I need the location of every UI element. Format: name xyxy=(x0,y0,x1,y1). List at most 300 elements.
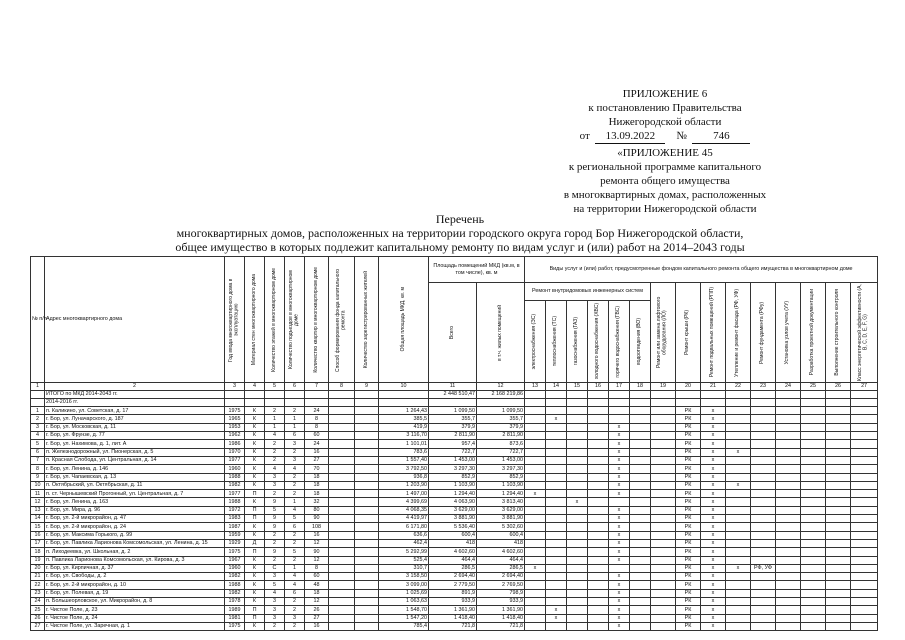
row-area-all: 379,9 xyxy=(429,423,477,431)
row-address: г. Бор, ул. Полевая, д. 19 xyxy=(45,589,225,597)
row-number: 8 xyxy=(31,465,45,473)
col-header-area-living: в т.ч. жилых помещений xyxy=(496,304,503,361)
row-wall: П xyxy=(245,614,265,622)
work-cell xyxy=(546,531,567,539)
work-cell: РК xyxy=(676,581,701,589)
row-area-living: 721,8 xyxy=(477,622,525,630)
work-cell: РК xyxy=(676,589,701,597)
work-cell xyxy=(726,473,751,481)
work-cell xyxy=(751,432,776,440)
row-entrances: 2 xyxy=(285,622,305,630)
work-cell xyxy=(801,440,826,448)
row-total-area: 1 547,20 xyxy=(379,614,429,622)
work-cell xyxy=(546,423,567,431)
row-address: п. ст. Чернышевский Прогонный, ул. Центральная, д. 7 xyxy=(45,490,225,498)
row-cap-method xyxy=(329,473,355,481)
row-floors: 3 xyxy=(265,481,285,489)
work-cell xyxy=(588,515,609,523)
work-cell: х xyxy=(546,606,567,614)
from-label: от xyxy=(579,130,590,142)
row-total-area: 1 203,90 xyxy=(379,481,429,489)
work-cell xyxy=(546,564,567,572)
work-cell xyxy=(525,598,546,606)
row-total-area: 310,7 xyxy=(379,564,429,572)
row-area-living: 3 813,40 xyxy=(477,498,525,506)
work-cell xyxy=(630,523,651,531)
work-cell xyxy=(751,548,776,556)
table-row xyxy=(31,589,878,597)
row-residents xyxy=(355,539,379,547)
column-number: 20 xyxy=(676,383,701,391)
decree-date: 13.09.2022 xyxy=(595,129,665,144)
row-flats: 16 xyxy=(305,622,329,630)
row-address: п. Павлика Ларионова Комсомольская, ул. Кирова, д. 3 xyxy=(45,556,225,564)
column-number: 21 xyxy=(701,383,726,391)
row-entrances: 4 xyxy=(285,506,305,514)
row-wall: К xyxy=(245,407,265,415)
work-cell xyxy=(651,432,676,440)
work-cell xyxy=(651,415,676,423)
row-flats: 108 xyxy=(305,523,329,531)
column-number: 9 xyxy=(355,383,379,391)
work-cell xyxy=(567,589,588,597)
work-cell xyxy=(525,415,546,423)
row-wall: К xyxy=(245,556,265,564)
work-cell: РК xyxy=(676,506,701,514)
work-cell xyxy=(525,531,546,539)
work-cell xyxy=(751,490,776,498)
row-entrances: 6 xyxy=(285,432,305,440)
work-cell xyxy=(651,581,676,589)
work-cell xyxy=(588,473,609,481)
row-total-area: 936,8 xyxy=(379,473,429,481)
row-floors: 9 xyxy=(265,498,285,506)
table-row xyxy=(31,473,878,481)
work-cell xyxy=(801,515,826,523)
work-cell xyxy=(776,506,801,514)
row-area-all: 1 418,40 xyxy=(429,614,477,622)
work-cell xyxy=(851,481,878,489)
row-area-living: 873,6 xyxy=(477,440,525,448)
row-area-all: 3 629,00 xyxy=(429,506,477,514)
row-total-area: 636,6 xyxy=(379,531,429,539)
work-cell xyxy=(525,498,546,506)
row-wall: К xyxy=(245,581,265,589)
work-cell xyxy=(567,440,588,448)
work-cell: х xyxy=(567,498,588,506)
work-cell xyxy=(851,490,878,498)
work-cell xyxy=(801,506,826,514)
row-flats: 27 xyxy=(305,456,329,464)
work-cell xyxy=(751,531,776,539)
work-cell xyxy=(826,622,851,630)
work-cell: РК xyxy=(676,415,701,423)
work-cell xyxy=(776,614,801,622)
work-cell: х xyxy=(609,432,630,440)
work-cell xyxy=(776,622,801,630)
row-flats: 70 xyxy=(305,465,329,473)
row-flats: 80 xyxy=(305,506,329,514)
work-cell xyxy=(588,506,609,514)
work-cell xyxy=(546,432,567,440)
col-header-basement: Ремонт подвальных помещений (РПП) xyxy=(709,287,716,378)
row-year: 1988 xyxy=(225,581,245,589)
row-cap-method xyxy=(329,440,355,448)
work-cell xyxy=(609,407,630,415)
table-row xyxy=(31,515,878,523)
work-cell xyxy=(567,606,588,614)
work-cell xyxy=(525,573,546,581)
work-cell: РК xyxy=(676,473,701,481)
work-cell: РК xyxy=(676,515,701,523)
header-appendix-6 xyxy=(520,87,810,144)
work-cell xyxy=(525,606,546,614)
work-cell xyxy=(801,556,826,564)
row-floors: 1 xyxy=(265,423,285,431)
work-cell xyxy=(546,448,567,456)
work-cell xyxy=(525,440,546,448)
work-cell: х xyxy=(701,573,726,581)
work-cell xyxy=(726,548,751,556)
work-cell xyxy=(826,448,851,456)
row-address: г. Бор, ул. Московская, д. 11 xyxy=(45,423,225,431)
summary-label: ИТОГО по МКД 2014-2043 гг. xyxy=(45,390,225,398)
row-entrances: 4 xyxy=(285,465,305,473)
row-wall: П xyxy=(245,490,265,498)
work-cell xyxy=(588,440,609,448)
row-entrances: 2 xyxy=(285,473,305,481)
work-cell: РК xyxy=(676,456,701,464)
work-cell: х xyxy=(609,548,630,556)
col-header-area-group: Площадь помещений МКД (кв.м, в том числе), кв. м xyxy=(429,257,525,283)
row-year: 1977 xyxy=(225,490,245,498)
work-cell xyxy=(801,523,826,531)
row-cap-method xyxy=(329,531,355,539)
work-cell: РК xyxy=(676,448,701,456)
work-cell xyxy=(588,456,609,464)
work-cell xyxy=(751,515,776,523)
row-wall: К xyxy=(245,564,265,572)
work-cell xyxy=(751,423,776,431)
work-cell xyxy=(525,614,546,622)
work-cell xyxy=(630,556,651,564)
row-cap-method xyxy=(329,539,355,547)
work-cell: х xyxy=(701,407,726,415)
row-floors: 3 xyxy=(265,614,285,622)
col-header-residents: Количество зарегистрированных жителей xyxy=(362,270,369,369)
row-flats: 48 xyxy=(305,581,329,589)
row-year: 1982 xyxy=(225,589,245,597)
row-entrances: 5 xyxy=(285,515,305,523)
work-cell: х xyxy=(609,490,630,498)
row-number: 26 xyxy=(31,614,45,622)
row-flats: 8 xyxy=(305,423,329,431)
work-cell xyxy=(801,473,826,481)
row-cap-method xyxy=(329,423,355,431)
row-cap-method xyxy=(329,407,355,415)
row-total-area: 3 158,50 xyxy=(379,573,429,581)
row-cap-method xyxy=(329,598,355,606)
row-area-all: 722,7 xyxy=(429,448,477,456)
row-area-all: 1 294,40 xyxy=(429,490,477,498)
work-cell xyxy=(525,448,546,456)
row-cap-method xyxy=(329,581,355,589)
row-residents xyxy=(355,548,379,556)
row-wall: П xyxy=(245,606,265,614)
work-cell xyxy=(567,490,588,498)
work-cell xyxy=(567,573,588,581)
row-flats: 60 xyxy=(305,573,329,581)
row-address: г. Бор, ул. Чапаевская, д. 13 xyxy=(45,473,225,481)
work-cell xyxy=(609,498,630,506)
row-total-area: 3 792,50 xyxy=(379,465,429,473)
work-cell xyxy=(851,456,878,464)
work-cell xyxy=(651,481,676,489)
row-total-area: 5 292,99 xyxy=(379,548,429,556)
work-cell xyxy=(851,564,878,572)
work-cell xyxy=(726,531,751,539)
work-cell xyxy=(546,573,567,581)
row-floors: 5 xyxy=(265,581,285,589)
header-line: Нижегородской области xyxy=(608,116,722,128)
row-number: 6 xyxy=(31,448,45,456)
row-address: г. Бор, ул. 2-й микрорайон, д. 10 xyxy=(45,581,225,589)
work-cell xyxy=(776,456,801,464)
row-area-all: 418 xyxy=(429,539,477,547)
row-area-all: 4 602,60 xyxy=(429,548,477,556)
row-cap-method xyxy=(329,415,355,423)
work-cell xyxy=(751,598,776,606)
work-cell xyxy=(588,573,609,581)
row-flats: 32 xyxy=(305,498,329,506)
row-cap-method xyxy=(329,481,355,489)
work-cell xyxy=(851,498,878,506)
row-total-area: 1 025,69 xyxy=(379,589,429,597)
row-floors: 2 xyxy=(265,556,285,564)
work-cell xyxy=(525,407,546,415)
work-cell xyxy=(546,622,567,630)
header-line: к постановлению Правительства xyxy=(588,102,742,114)
row-area-all: 3 297,30 xyxy=(429,465,477,473)
work-cell xyxy=(567,564,588,572)
work-cell: РК xyxy=(676,407,701,415)
row-year: 1965 xyxy=(225,415,245,423)
row-number: 4 xyxy=(31,432,45,440)
row-year: 1929 xyxy=(225,539,245,547)
row-number: 10 xyxy=(31,481,45,489)
work-cell xyxy=(726,598,751,606)
work-cell xyxy=(588,581,609,589)
row-wall: К xyxy=(245,523,265,531)
work-cell: РК xyxy=(676,539,701,547)
row-total-area: 4 068,35 xyxy=(379,506,429,514)
row-flats: 18 xyxy=(305,589,329,597)
row-number: 22 xyxy=(31,581,45,589)
work-cell: х xyxy=(726,448,751,456)
row-flats: 8 xyxy=(305,564,329,572)
work-cell: х xyxy=(609,531,630,539)
row-number: 20 xyxy=(31,564,45,572)
row-cap-method xyxy=(329,564,355,572)
work-cell xyxy=(776,531,801,539)
row-total-area: 1 548,70 xyxy=(379,606,429,614)
row-number: 11 xyxy=(31,490,45,498)
work-cell: х xyxy=(609,448,630,456)
work-cell: х xyxy=(701,614,726,622)
row-number: 27 xyxy=(31,622,45,630)
row-area-all: 957,4 xyxy=(429,440,477,448)
work-cell: х xyxy=(609,581,630,589)
work-cell xyxy=(588,556,609,564)
work-cell xyxy=(776,440,801,448)
table-row xyxy=(31,531,878,539)
row-year: 1972 xyxy=(225,506,245,514)
work-cell xyxy=(630,539,651,547)
row-cap-method xyxy=(329,606,355,614)
row-flats: 12 xyxy=(305,556,329,564)
table-row xyxy=(31,415,878,423)
work-cell xyxy=(546,589,567,597)
work-cell xyxy=(726,440,751,448)
row-floors: 2 xyxy=(265,456,285,464)
work-cell xyxy=(751,481,776,489)
col-header-works-group: Виды услуг и (или) работ, предусмотренные фондом капитального ремонта общего имущества в многоквартирном доме xyxy=(525,257,878,283)
row-total-area: 785,4 xyxy=(379,622,429,630)
work-cell xyxy=(651,440,676,448)
row-number: 2 xyxy=(31,415,45,423)
work-cell xyxy=(651,515,676,523)
work-cell xyxy=(567,515,588,523)
row-address: г. Бор, ул. Нахимова, д. 1, лит. А xyxy=(45,440,225,448)
row-address: п. Лиходеевка, ул. Школьная, д. 2 xyxy=(45,548,225,556)
work-cell xyxy=(776,515,801,523)
work-cell xyxy=(567,407,588,415)
table-row xyxy=(31,481,878,489)
row-year: 1975 xyxy=(225,407,245,415)
row-address: г. Чистое Поле, д. 24 xyxy=(45,614,225,622)
row-area-all: 5 536,40 xyxy=(429,523,477,531)
column-number-row xyxy=(31,383,878,391)
work-cell xyxy=(801,456,826,464)
column-number: 26 xyxy=(826,383,851,391)
work-cell: х xyxy=(609,614,630,622)
row-address: п. Железнодорожный, ул. Пионерская, д. 5 xyxy=(45,448,225,456)
work-cell xyxy=(525,556,546,564)
work-cell xyxy=(630,448,651,456)
row-floors: 3 xyxy=(265,598,285,606)
work-cell: х xyxy=(701,473,726,481)
work-cell: РК xyxy=(676,606,701,614)
work-cell xyxy=(567,548,588,556)
work-cell xyxy=(826,573,851,581)
row-floors: С xyxy=(265,564,285,572)
row-wall: К xyxy=(245,423,265,431)
work-cell: РК xyxy=(676,523,701,531)
work-cell xyxy=(546,556,567,564)
row-address: г. Бор, ул. Ленина, д. 146 xyxy=(45,465,225,473)
work-cell: х xyxy=(525,490,546,498)
work-cell xyxy=(726,506,751,514)
work-cell xyxy=(751,407,776,415)
work-cell xyxy=(567,415,588,423)
work-cell xyxy=(801,415,826,423)
table-row xyxy=(31,432,878,440)
row-residents xyxy=(355,448,379,456)
work-cell xyxy=(609,564,630,572)
row-wall: К xyxy=(245,415,265,423)
work-cell xyxy=(546,465,567,473)
col-header-total-area: Общая площадь МКД, кв. м xyxy=(399,287,406,352)
work-cell xyxy=(826,564,851,572)
column-number: 18 xyxy=(630,383,651,391)
work-cell xyxy=(751,465,776,473)
work-cell xyxy=(588,423,609,431)
work-cell: х xyxy=(546,415,567,423)
work-cell xyxy=(651,564,676,572)
work-cell xyxy=(546,490,567,498)
work-cell xyxy=(751,506,776,514)
row-residents xyxy=(355,622,379,630)
row-area-all: 2 694,40 xyxy=(429,573,477,581)
work-cell xyxy=(651,523,676,531)
row-residents xyxy=(355,614,379,622)
work-cell xyxy=(651,465,676,473)
row-area-all: 1 453,00 xyxy=(429,456,477,464)
work-cell xyxy=(567,539,588,547)
work-cell xyxy=(776,498,801,506)
work-cell: х xyxy=(701,606,726,614)
column-number: 16 xyxy=(588,383,609,391)
row-wall: К xyxy=(245,598,265,606)
row-total-area: 1 063,63 xyxy=(379,598,429,606)
row-area-living: 1 099,50 xyxy=(477,407,525,415)
work-cell xyxy=(588,415,609,423)
row-number: 1 xyxy=(31,407,45,415)
work-cell xyxy=(776,581,801,589)
row-entrances: 1 xyxy=(285,423,305,431)
row-wall: К xyxy=(245,498,265,506)
work-cell xyxy=(776,523,801,531)
work-cell xyxy=(651,407,676,415)
work-cell: х xyxy=(701,548,726,556)
work-cell xyxy=(567,481,588,489)
work-cell xyxy=(726,556,751,564)
row-flats: 90 xyxy=(305,548,329,556)
work-cell xyxy=(630,573,651,581)
work-cell xyxy=(851,448,878,456)
work-cell xyxy=(751,456,776,464)
work-cell xyxy=(567,432,588,440)
row-area-living: 2 694,40 xyxy=(477,573,525,581)
row-entrances: 2 xyxy=(285,407,305,415)
row-cap-method xyxy=(329,465,355,473)
work-cell xyxy=(776,423,801,431)
column-number: 13 xyxy=(525,383,546,391)
work-cell xyxy=(776,539,801,547)
row-residents xyxy=(355,531,379,539)
work-cell xyxy=(826,490,851,498)
work-cell xyxy=(826,473,851,481)
column-number: 24 xyxy=(776,383,801,391)
work-cell xyxy=(651,456,676,464)
row-number: 21 xyxy=(31,573,45,581)
column-number: 27 xyxy=(851,383,878,391)
row-total-area: 525,4 xyxy=(379,556,429,564)
row-number: 24 xyxy=(31,598,45,606)
row-wall: П xyxy=(245,548,265,556)
work-cell xyxy=(726,539,751,547)
work-cell xyxy=(826,589,851,597)
